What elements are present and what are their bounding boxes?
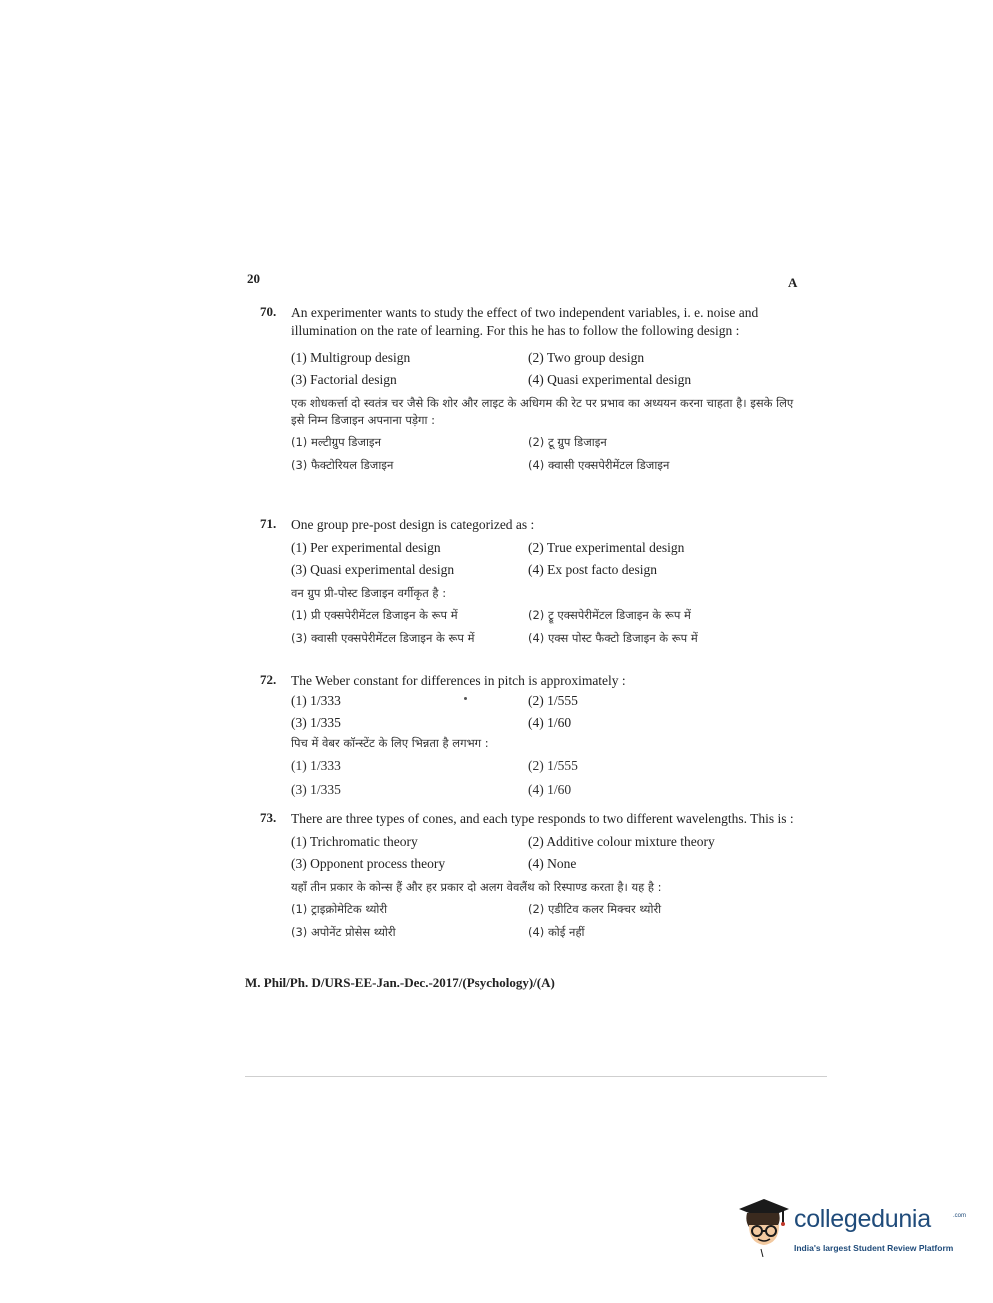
option: (2) True experimental design: [528, 540, 685, 555]
option: (4) None: [528, 856, 577, 871]
question-text: One group pre-post design is categorized as :: [291, 517, 535, 532]
option: (3) Factorial design: [291, 372, 397, 387]
hindi-option: (1) ट्राइक्रोमेटिक थ्योरी: [291, 902, 388, 916]
hindi-option: (3) अपोनेंट प्रोसेस थ्योरी: [291, 925, 396, 939]
question-number: 71.: [260, 516, 277, 531]
logo-tagline: India's largest Student Review Platform: [794, 1243, 954, 1253]
options: [291, 693, 800, 731]
hindi-option: (2) 1/555: [528, 758, 578, 773]
hindi-question-text: पिच में वेबर कॉन्स्टेंट के लिए भिन्नता है लगभग :: [291, 736, 489, 750]
hindi-question-text: एक शोधकर्त्ता दो स्वतंत्र चर जैसे कि शोर और लाइट के अधिगम की रेट पर प्रभाव का अध्ययन करना चाहता है। इसके लिए इसे निम्न डिजाइन अपनाना पड़ेगा :: [291, 396, 794, 427]
hindi-options: [291, 435, 800, 473]
hindi-option: (2) ट्रू एक्सपेरीमेंटल डिजाइन के रूप में: [528, 608, 691, 622]
hindi-option: (3) फैक्टोरियल डिजाइन: [291, 458, 394, 472]
option: (2) 1/555: [528, 693, 578, 708]
question-73: [260, 810, 800, 940]
question-text: There are three types of cones, and each type responds to two different wavelengths. This is :: [291, 811, 794, 826]
question-number: 70.: [260, 304, 277, 319]
option: (3) Quasi experimental design: [291, 562, 455, 577]
options: [291, 350, 800, 388]
hindi-option: (1) प्री एक्सपेरीमेंटल डिजाइन के रूप में: [291, 608, 458, 622]
logo-suffix: .com: [953, 1213, 967, 1219]
graduate-mascot-icon: [737, 1197, 792, 1257]
question-71: [260, 516, 800, 646]
question-72: [260, 672, 800, 798]
option: (3) Opponent process theory: [291, 856, 446, 871]
hindi-options: [291, 758, 800, 798]
hindi-options: [291, 902, 800, 940]
set-code: A: [788, 275, 798, 290]
options: [291, 834, 800, 872]
question-number: 73.: [260, 810, 277, 825]
option: (3) 1/335: [291, 715, 341, 730]
divider: [245, 1076, 827, 1077]
hindi-option: (2) एडीटिव कलर मिक्चर थ्योरी: [528, 902, 662, 916]
question-70: [260, 304, 800, 473]
page-number: 20: [247, 271, 260, 286]
logo-wordmark: collegedunia: [794, 1205, 931, 1233]
hindi-option: (1) 1/333: [291, 758, 341, 773]
option: (2) Additive colour mixture theory: [528, 834, 715, 849]
question-text: An experimenter wants to study the effect of two independent variables, i. e. noise and illumination on the rate of learning. For this he has to follow the following design :: [291, 305, 759, 338]
hindi-option: (2) टू ग्रुप डिजाइन: [528, 435, 607, 449]
hindi-option: (1) मल्टीग्रुप डिजाइन: [291, 435, 381, 449]
collegedunia-logo[interactable]: [737, 1197, 967, 1267]
hindi-option: (4) 1/60: [528, 782, 572, 797]
hindi-question-text: वन ग्रुप प्री-पोस्ट डिजाइन वर्गीकृत है :: [291, 586, 447, 600]
option: (1) Per experimental design: [291, 540, 441, 555]
hindi-question-text: यहाँ तीन प्रकार के कोन्स हैं और हर प्रकार दो अलग वेवलैंथ को रिस्पाण्ड करता है। यह है :: [291, 880, 662, 894]
option: (2) Two group design: [528, 350, 645, 365]
question-text: The Weber constant for differences in pitch is approximately :: [291, 673, 626, 688]
hindi-options: [291, 608, 800, 646]
hindi-option: (4) एक्स पोस्ट फैक्टो डिजाइन के रूप में: [528, 631, 698, 645]
hindi-option: (3) क्वासी एक्सपेरीमेंटल डिजाइन के रूप में: [291, 631, 475, 645]
hindi-option: (4) कोई नहीं: [528, 925, 585, 939]
hindi-option: (3) 1/335: [291, 782, 341, 797]
option: (4) 1/60: [528, 715, 572, 730]
option: (1) Multigroup design: [291, 350, 411, 365]
paper-code-footer: M. Phil/Ph. D/URS-EE-Jan.-Dec.-2017/(Psychology)/(A): [245, 975, 555, 990]
stray-mark: [464, 697, 467, 700]
option: (1) 1/333: [291, 693, 341, 708]
option: (1) Trichromatic theory: [291, 834, 418, 849]
option: (4) Quasi experimental design: [528, 372, 692, 387]
options: [291, 540, 800, 578]
question-number: 72.: [260, 672, 277, 687]
hindi-option: (4) क्वासी एक्सपेरीमेंटल डिजाइन: [528, 458, 670, 472]
option: (4) Ex post facto design: [528, 562, 657, 577]
